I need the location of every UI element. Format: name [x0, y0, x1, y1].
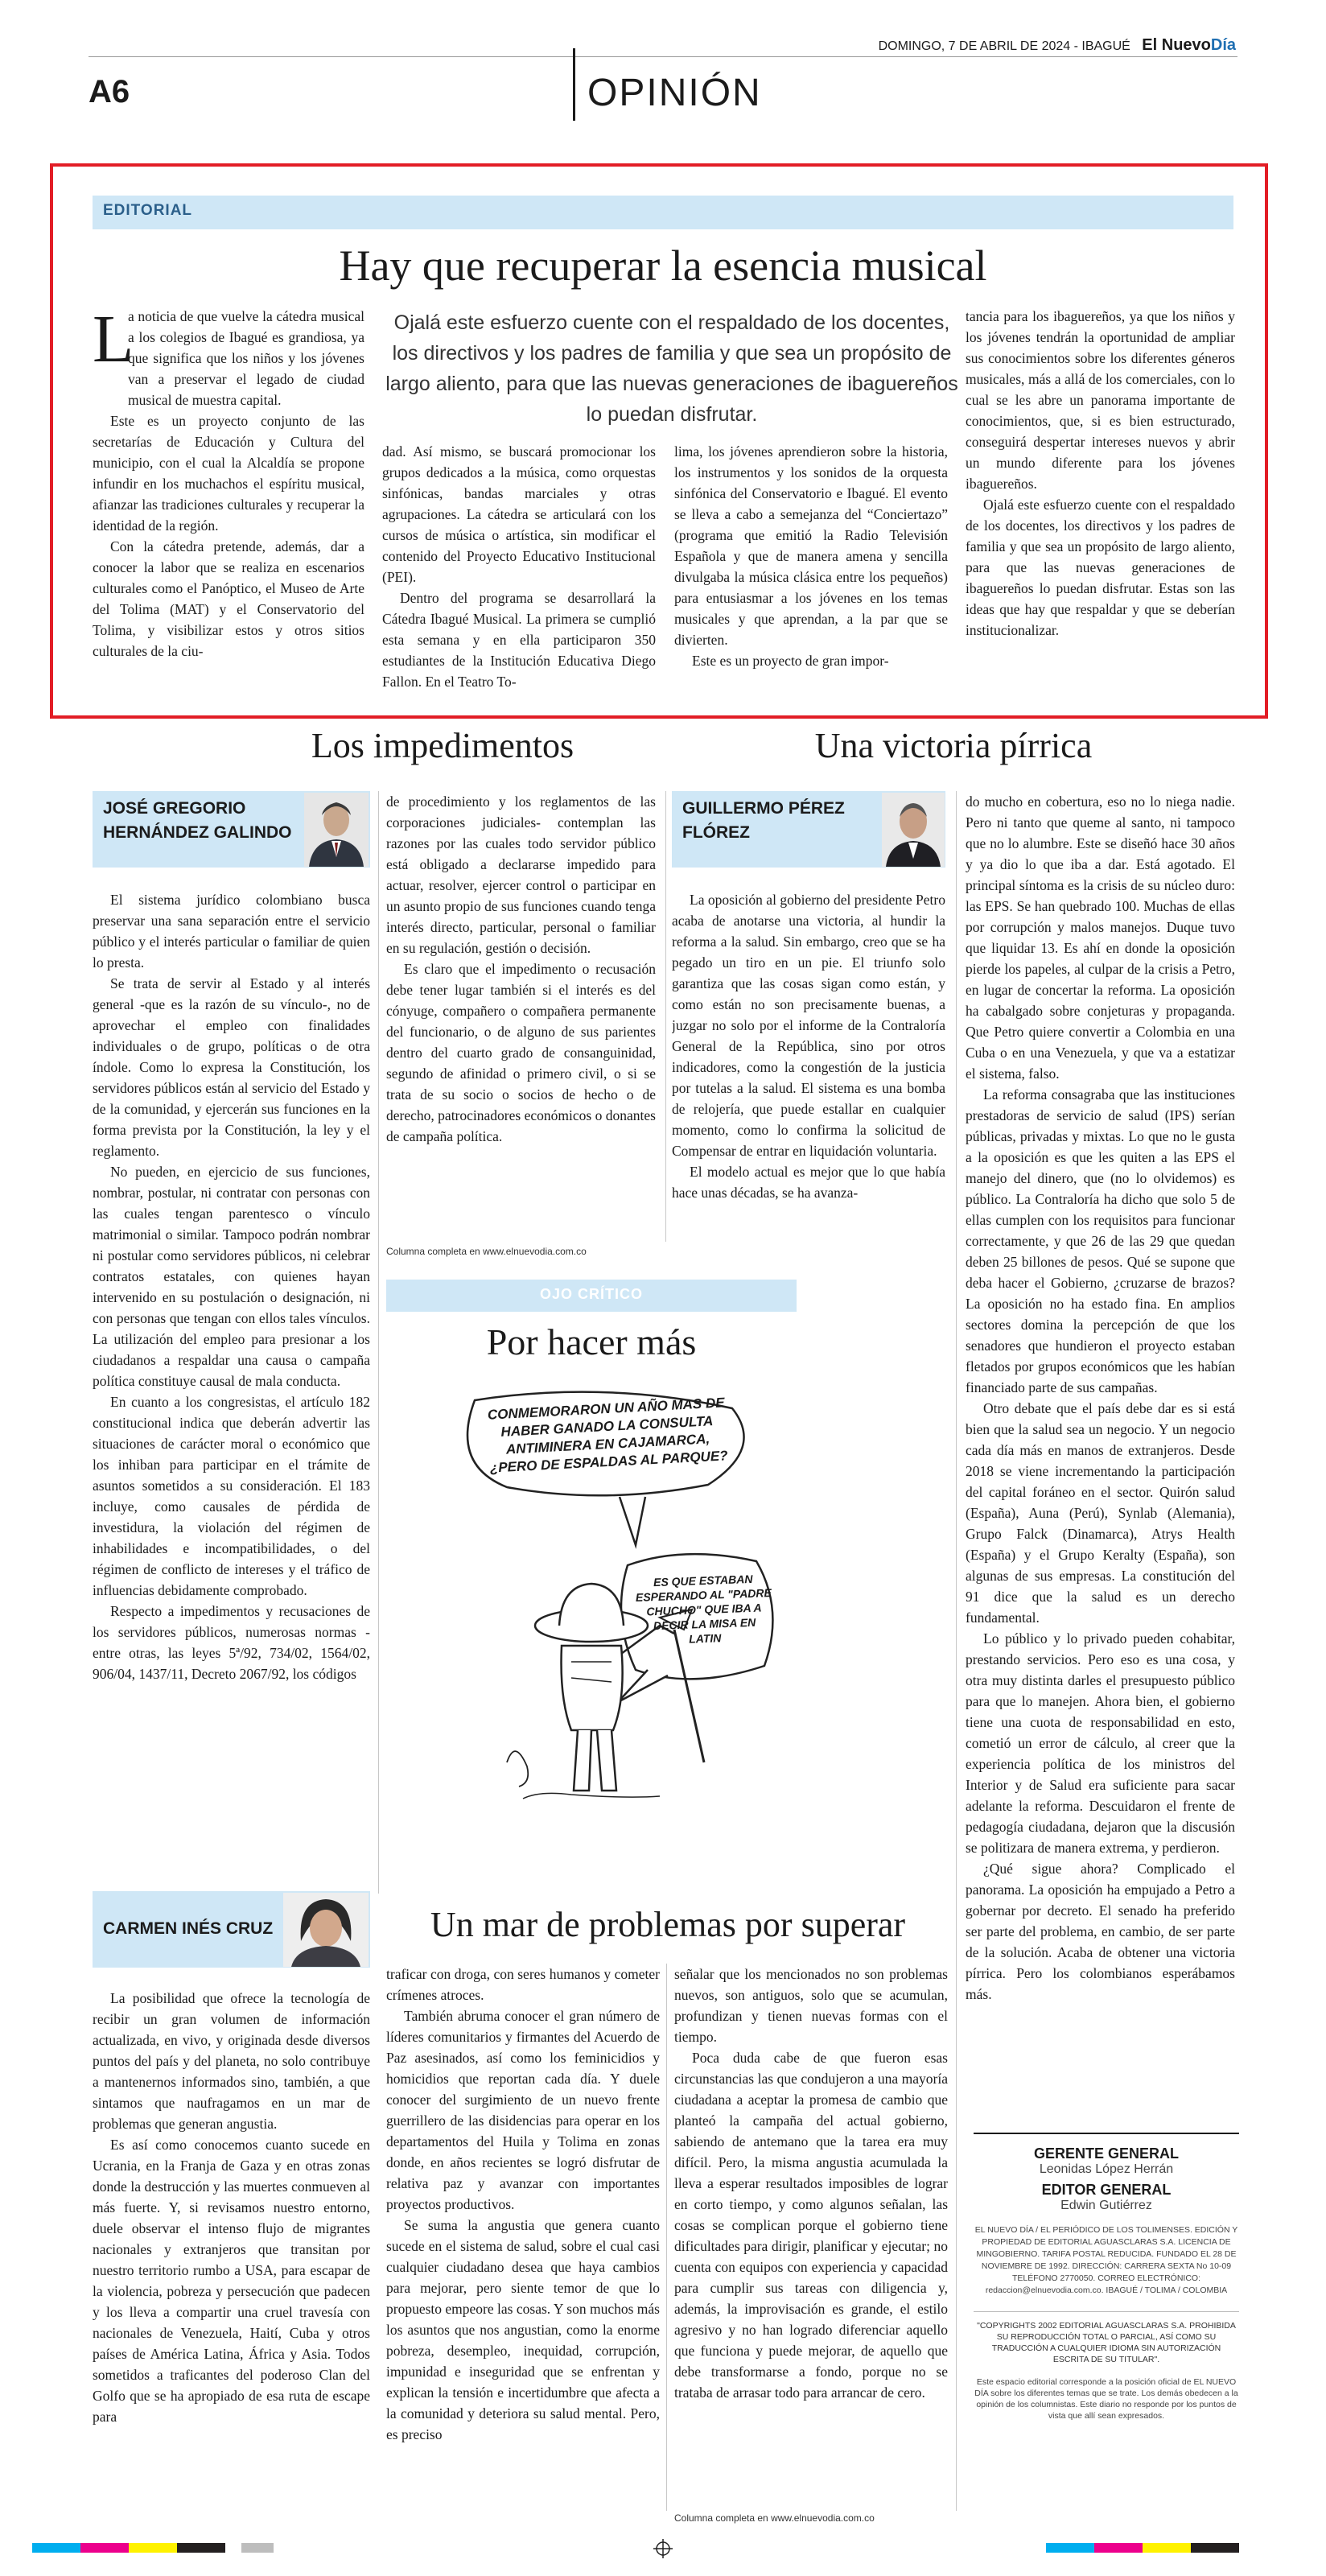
- paragraph: Es así como conocemos cuanto sucede en Ucrania, en la Franja de Gaza y en otras zonas donde la destrucción y las muertes conmueven al más fuerte. Y, si revisamos nuestro entorno, duele observar el intenso flujo de migrantes nacionales y extranjeros que transitan por nuestro territorio rumbo a USA, para escapar de la violencia, pobreza y persecución que padecen y los lleva a compartir una cruel travesía con nacionales de Venezuela, Haití, Cuba y otros países de América Latina, África y Asia. Todos sometidos a traficantes del poderoso Clan del Golfo que se ha apropiado de esa ruta de escape para: [93, 2137, 370, 2425]
- author-photo-avatar: [304, 793, 369, 867]
- paragraph: La reforma consagraba que las instituciones prestadoras de servicio de salud (IPS) serían públicas, privadas y mixtas. Lo que no le gusta a la oposición es que les quiten a las EPS el manejo del dinero, que (no lo olvidemos) es público. La Contraloría ha dicho que solo 5 de ellas cumplen con los requisitos para funcionar correctamente, y que 26 de las 29 que quedan deben 25 billones de pesos. Qué se supone que deba hacer el Gobierno, ¿cruzarse de brazos? La oposición no ha estado fina. En amplios sectores domina la percepción de que los senadores que hundieron el proyecto estaban fletados por grupos económicos que les habían financiado parte de sus campañas.: [966, 1086, 1235, 1395]
- editorial-column-4: [966, 306, 1235, 708]
- color-patch: [1046, 2543, 1094, 2553]
- color-patch: [1191, 2543, 1239, 2553]
- column-rule: [378, 791, 379, 1894]
- paragraph: traficar con droga, con seres humanos y cometer crímenes atroces.: [386, 1966, 660, 2003]
- mar-headline: Un mar de problemas por superar: [430, 1905, 906, 1944]
- column-rule: [956, 791, 957, 2127]
- staff-name: Leonidas López Herrán: [1039, 2162, 1174, 2176]
- color-patch: [32, 2543, 80, 2553]
- page-number: A6: [89, 74, 130, 109]
- impedimentos-column-2: [386, 791, 656, 1230]
- victoria-author: GUILLERMO PÉREZ FLÓREZ: [682, 799, 845, 842]
- victoria-column-1: [672, 889, 945, 1694]
- header-rule: [89, 56, 1237, 57]
- color-patch: [241, 2543, 274, 2553]
- editorial-column-2: [382, 441, 656, 708]
- brand-logo: [1142, 36, 1236, 54]
- paragraph: Lo público y lo privado pueden cohabitar, prestando servicios. Pero eso es una cosa, y otra muy distinta darles el presupuesto público para que lo manejen. Ahora bien, el gobierno tiene una cuota de responsabilidad en esto, cometió un error de cálculo, al creer que la experiencia política de los ministros del Interior y de Salud era suficiente para sacar adelante la reforma. Descuidaron el frente de pedagogía ciudadana, dejaron que la discusión se politizara de manera extrema, y perdieron.: [966, 1630, 1235, 1856]
- staff-disclaimer: Este espacio editorial corresponde a la posición oficial de EL NUEVO DÍA sobre los diferentes temas que se trate. Los demás obedecen a la opinión de los columnistas. Este diario no responde por los puntos de vista que allí sean expresados.: [974, 2377, 1238, 2421]
- brand-name: El Nuevo: [1142, 36, 1211, 54]
- paragraph: Este es un proyecto de gran impor-: [692, 653, 889, 669]
- brand-name-accent: Día: [1210, 36, 1236, 54]
- impedimentos-author: JOSÉ GREGORIO HERNÁNDEZ GALINDO: [103, 799, 292, 842]
- paragraph: El modelo actual es mejor que lo que había hace unas décadas, se ha avanza-: [672, 1164, 945, 1201]
- victoria-column-2: [966, 791, 1235, 2119]
- impedimentos-column-link: Columna completa en www.elnuevodia.com.co: [386, 1246, 587, 1257]
- color-patch: [1143, 2543, 1191, 2553]
- editorial-column-3: [674, 441, 948, 708]
- registration-mark-icon: [653, 2539, 673, 2558]
- column-rule: [666, 1964, 667, 2511]
- paragraph: Otro debate que el país debe dar es si está bien que la salud sea un negocio. Y un negocio cada día más en manos de extranjeros. Desde 2018 se viene incrementando la participación del capital foráneo en el sector. Quirón salud (España), Auna (Perú), Synlab (Alemania), Grupo Falck (Dinamarca), Atrys Health (España) y el Grupo Keralty (España), son algunas de sus empresas. La constitución del 91 dice que la salud es un derecho fundamental.: [966, 1400, 1235, 1626]
- paragraph: do mucho en cobertura, eso no lo niega nadie. Pero ni tanto que queme al santo, ni tampoco que no lo alumbre. Este se diseñó hace 30 años y ya dio lo que iba a dar. Está agotado. El principal síntoma es la crisis de su núcleo duro: las EPS. Se han quebrado 100. Muchas de ellas por corrupción y malos manejos. Duque tuvo que liquidar 13. Es ahí en donde la oposición pierde los papeles, al culpar de la crisis a Petro, en lugar de concertar la reforma. La oposición ha cabalgado sobre conjeturas y propaganda. Que Petro quiere convertir a Colombia en una Cuba o en una Venezuela, y que va a estatizar el sistema, falso.: [966, 793, 1235, 1082]
- paragraph: Poca duda cabe de que fueron esas circunstancias las que condujeron a una mayoría ciudadana a aceptar la promesa de cambio que planteó la campaña del actual gobierno, sabiendo de antemano que la tarea era muy difícil. Pero, la misma angustia acumulada la lleva a esperar resultados imposibles de lograr en corto tiempo, y como algunos señalan, las cosas se complican porque el gobierno tiene dificultades para dirigir, planificar y ejecutar; no cuenta con equipos con experiencia y capacidad para cumplir sus tareas con diligencia y, además, la improvisación es grande, el estilo agresivo y no han logrado diferenciar aquello que funciona y puede mejorar, de aquello que debe transformarse a fondo, porque no se trataba de arrasar todo para arrancar de cero.: [674, 2050, 948, 2401]
- staff-box: [974, 2133, 1239, 2421]
- paragraph: El sistema jurídico colombiano busca preservar una sana separación entre el servicio público y el interés particular o familiar de quien lo presta.: [93, 892, 370, 971]
- paragraph: lima, los jóvenes aprendieron sobre la historia, los instrumentos y los sonidos de la orquesta sinfónica del Conservatorio e Ibagué. El evento se lleva a cabo a semejanza del “Conciertazo” (programa que emitió la Radio Televisión Española y que de manera amena y sencilla divulgaba la música clásica entre los pequeños) para entusiasmar a los jóvenes en los temas musicales y que aprendan, a la par que se divierten.: [674, 443, 948, 648]
- victoria-headline: Una victoria pírrica: [814, 726, 1093, 765]
- paragraph: Se suma la angustia que genera cuanto sucede en el sistema de salud, sobre el cual casi cualquier ciudadano desea que haya cambios para mejorar, pero siente temor de que lo propuesto empeore las cosas. Y son muchos más los asuntos que nos angustian, como la enorme pobreza, desempleo, inequidad, corrupción, impunidad e inseguridad que se enfrentan y explican la tensión e incertidumbre que afecta a la comunidad y deteriora su salud mental. Pero, es preciso: [386, 2217, 660, 2442]
- paragraph: de procedimiento y los reglamentos de las corporaciones judiciales- contemplan las razones por las cuales todo servidor público está obligado a declararse impedido para actuar, resolver, ejercer control o participar en un asunto propio de sus funciones cuando tenga interés directo, particular, personal o familiar en su regulación, gestión o decisión.: [386, 793, 656, 956]
- impedimentos-headline: Los impedimentos: [311, 726, 574, 765]
- editorial-pullquote: Ojalá este esfuerzo cuente con el respaldado de los docentes, los directivos y los padres de familia y que sea un propósito de largo aliento, para que las nuevas generaciones de ibaguereños lo puedan disfrutar.: [385, 311, 958, 426]
- cartoon-title: Por hacer más: [486, 1321, 697, 1362]
- color-patch: [177, 2543, 225, 2553]
- mar-column-link: Columna completa en www.elnuevodia.com.co: [674, 2512, 875, 2524]
- staff-name: Edwin Gutiérrez: [1060, 2199, 1152, 2212]
- paragraph: Es claro que el impedimento o recusación debe tener lugar también si el interés es del cónyuge, compañero o compañera permanente del funcionario, o de alguno de sus parientes dentro del cuarto grado de consanguinidad, segundo de afinidad o primero civil, o si se trata de su socio o socios de hecho o de derecho, patrocinadores económicos o donantes de campaña política.: [386, 961, 656, 1144]
- paragraph: La posibilidad que ofrece la tecnología de recibir un gran volumen de información actualizada, en vivo, y originada desde diversos puntos del país y del planeta, no solo contribuye a mantenernos informados sino, también, a que sintamos que naufragamos en un mar de problemas que generan angustia.: [93, 1990, 370, 2132]
- mar-column-2: [386, 1964, 660, 2519]
- staff-copyright: "COPYRIGHTS 2002 EDITORIAL AGUASCLARAS S.A. PROHIBIDA SU REPRODUCCIÓN TOTAL O PARCIAL, ASÍ COMO SU TRADUCCIÓN A CUALQUIER IDIOMA SIN AUTORIZACIÓN ESCRITA DE SU TITULAR".: [974, 2311, 1239, 2365]
- editorial-column-1: [93, 302, 364, 708]
- editorial-headline: Hay que recuperar la esencia musical: [339, 241, 987, 290]
- column-rule: [956, 1964, 957, 2511]
- column-rule: [665, 791, 666, 1242]
- ojo-critico-label: OJO CRÍTICO: [539, 1286, 643, 1302]
- drop-cap: L: [93, 302, 134, 377]
- editorial-label-bar: [93, 196, 1233, 229]
- section-divider: [573, 48, 575, 121]
- paragraph: Este es un proyecto conjunto de las secretarías de Educación y Cultura del municipio, con el cual la Alcaldía se propone infundir en los muchachos el espíritu musical, afianzar las tradiciones culturales y recuperar la identidad de la región.: [93, 413, 364, 534]
- mar-column-3: [674, 1964, 948, 2503]
- masthead: [879, 36, 1236, 55]
- paragraph: dad. Así mismo, se buscará promocionar los grupos dedicados a la música, como orquestas sinfónicas, bandas marciales y otras agrupaciones. La cátedra se articulará con los cursos de música o artística, sin modificar el contenido del Proyecto Educativo Institucional (PEI).: [382, 443, 656, 585]
- paragraph: Ojalá este esfuerzo cuente con el respaldado de los docentes, los directivos y los padres de familia y que sea un propósito de largo aliento, para que las nuevas generaciones de ibaguereños lo puedan disfrutar. Estas son las ideas que hay que respaldar y que se deberían institucionalizar.: [966, 497, 1235, 638]
- mar-column-1: [93, 1988, 370, 2519]
- paragraph: Con la cátedra pretende, además, dar a conocer la labor que se realiza en escenarios culturales como el Panóptico, el Museo de Arte del Tolima (MAT) y el Conservatorio del Tolima, y visibilizar estos y otros sitios culturales de la ciu-: [93, 538, 364, 659]
- paragraph: a noticia de que vuelve la cátedra musical a los colegios de Ibagué es grandiosa, ya que significa que los niños y los jóvenes van a preservar el legado de ciudad musical de muestra capital.: [128, 308, 364, 408]
- paragraph: Respecto a impedimentos y recusaciones de los servidores públicos, numerosas normas -entre otras, las leyes 5ª/92, 734/02, 1564/02, 906/04, 1437/11, Decreto 2067/92, los códigos: [93, 1603, 370, 1682]
- paragraph: No pueden, en ejercicio de sus funciones, nombrar, postular, ni contratar con personas con las cuales tengan parentesco o vínculo matrimonial o similar. Tampoco podrán nombrar ni postular como servidores públicos, ni celebrar contratos estatales, con quienes hayan intervenido en su postulación o designación, ni con personas que tengan con ellos tales vínculos. La utilización del empleo para presionar a los ciudadanos a respaldar una causa o campaña política constituye causal de mala conducta.: [93, 1164, 370, 1389]
- paragraph: Se trata de servir al Estado y al interés general -que es la razón de su vínculo-, no de aprovechar el empleo con finalidades individuales o de grupo, políticas o de otra índole. Como lo expresa la Constitución, los servidores públicos están al servicio del Estado y de la comunidad, y ejercerán sus funciones en la forma prevista por la Constitución, la ley y el reglamento.: [93, 975, 370, 1159]
- staff-role: EDITOR GENERAL: [1041, 2182, 1172, 2198]
- color-patch: [80, 2543, 129, 2553]
- dateline: DOMINGO, 7 DE ABRIL DE 2024 - IBAGUÉ: [878, 39, 1130, 53]
- section-title: OPINIÓN: [587, 72, 762, 114]
- color-patch: [1094, 2543, 1143, 2553]
- editorial-label: EDITORIAL: [103, 202, 193, 219]
- staff-role: GERENTE GENERAL: [1033, 2145, 1180, 2162]
- paragraph: ¿Qué sigue ahora? Complicado el panorama. La oposición ha empujado a Petro a gobernar por decreto. El senado ha preferido ser parte del problema, en cambio, de ser parte de la solución. Acaba de obtener una victoria pírrica. Pero los colombianos esperábamos más.: [966, 1861, 1235, 2002]
- impedimentos-column-1: [93, 889, 370, 1875]
- author-photo-avatar: [882, 793, 945, 867]
- paragraph: Dentro del programa se desarrollará la Cátedra Ibagué Musical. La primera se cumplió esta semana y en ella participaron 350 estudiantes de la Institución Educativa Diego Fallon. En el Teatro To-: [382, 590, 656, 690]
- paragraph: La oposición al gobierno del presidente Petro acaba de anotarse una victoria, al hundir la reforma a la salud. Sin embargo, creo que se ha pegado un tiro en un pie. El triunfo solo garantiza que las cosas sigan como están, y como están no son precisamente buenas, a juzgar no solo por el informe de la Contraloría General de la República, sino por otros indicadores, como la congestión de la justicia por tutelas a la salud. El sistema es una bomba de relojería, que puede estallar en cualquier momento, como lo confirma la solicitud de Compensar de entrar en liquidación voluntaria.: [672, 892, 945, 1159]
- author-photo-avatar: [283, 1893, 369, 1967]
- mar-author: CARMEN INÉS CRUZ: [103, 1919, 274, 1938]
- paragraph: tancia para los ibaguereños, ya que los niños y los jóvenes tendrán la oportunidad de ampliar sus conocimientos sobre los diferentes géneros musicales, más a allá de los comerciales, con lo cual se les abre un panorama importante de conocimientos, que, si es bien estructurado, conseguirá despertar intereses nuevos y abrir un mundo diferente para los jóvenes ibaguereños.: [966, 308, 1235, 492]
- paragraph: En cuanto a los congresistas, el artículo 182 constitucional indica que deberán advertir las situaciones de carácter moral o económico que los inhiban para participar en el trámite de asuntos sometidos a su consideración. El 183 incluye, como causales de pérdida de investidura, la violación del régimen de inhabilidades e incompatibilidades, o del régimen de conflicto de intereses y el tráfico de influencias debidamente comprobado.: [93, 1394, 370, 1598]
- color-patch: [129, 2543, 177, 2553]
- staff-imprint: EL NUEVO DÍA / EL PERIÓDICO DE LOS TOLIMENSES. EDICIÓN Y PROPIEDAD DE EDITORIAL AGUASCLARAS S.A. LICENCIA DE MINGOBIERNO. TARIFA POSTAL REDUCIDA. FUNDADO EL 28 DE NOVIEMBRE DE 1992. DIRECCIÓN: CARRERA SEXTA No 10-09 TELÉFONO 2770050. CORREO ELECTRÓNICO: redaccion@elnuevodia.com.co. IBAGUÉ / TOLIMA / COLOMBIA: [974, 2225, 1238, 2295]
- paragraph: También abruma conocer el gran número de líderes comunitarios y firmantes del Acuerdo de Paz asesinados, así como los feminicidios y homicidios que reportan cada día. Y duele conocer del surgimiento de un nuevo frente guerrillero de las disidencias para operar en los departamentos del Huila y Tolima en zonas donde, en años recientes se logró disfrutar de relativa paz y avanzar con importantes proyectos productivos.: [386, 2008, 660, 2212]
- cartoon-balloon-1: CONMEMORARON UN AÑO MAS DE HABER GANADO LA CONSULTA ANTIMINERA EN CAJAMARCA, ¿PERO DE ESPALDAS AL PARQUE?: [487, 1395, 728, 1476]
- cartoon-balloon-2: ES QUE ESTABAN ESPERANDO AL "PADRE CHUCHO" QUE IBA A DECIR LA MISA EN LATIN: [635, 1572, 772, 1646]
- paragraph: señalar que los mencionados no son problemas nuevos, son antiguos, solo que se acumulan, profundizan y tienen nuevas formas con el tiempo.: [674, 1966, 948, 2045]
- staff-rule: [974, 2133, 1239, 2141]
